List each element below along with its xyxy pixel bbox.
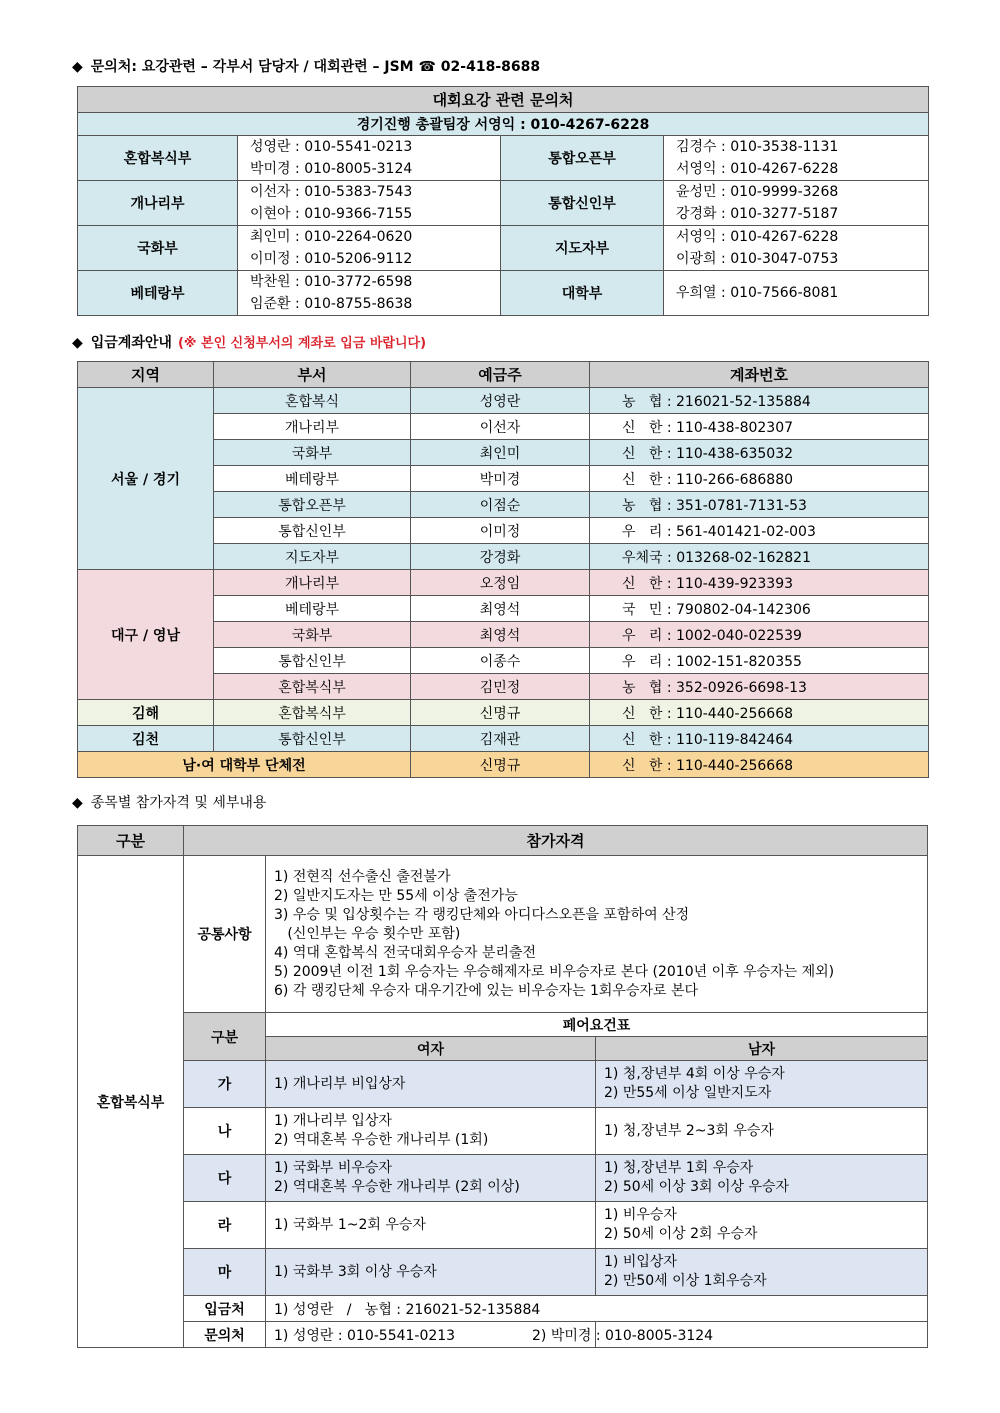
dept-name: 지도자부 <box>501 226 664 271</box>
inquiry-line: 문의처: 요강관련 – 각부서 담당자 / 대회관련 – JSM ☎ 02-418-8688 <box>90 59 541 75</box>
contact-entry: 윤성민 : 010-9999-3268 <box>676 184 839 200</box>
grade-label: 마 <box>184 1249 266 1296</box>
diamond-bullet-icon: ◆ <box>72 59 83 75</box>
requirement-line: 1) 국화부 3회 이상 우승자 <box>274 1263 437 1280</box>
account-cell: 신 한 : 110-438-802307 <box>590 414 929 440</box>
female-req <box>266 1249 596 1296</box>
grade-row <box>78 1155 928 1202</box>
contact-entry: 서영익 : 010-4267-6228 <box>676 161 839 177</box>
contact-entry: 이광희 : 010-3047-0753 <box>676 251 839 267</box>
dept-cell: 혼합복식 <box>214 388 411 414</box>
common-item: 1) 전현직 선수출신 출전불가 <box>274 868 451 885</box>
dept-name: 개나리부 <box>78 181 238 226</box>
requirement-line: 2) 만50세 이상 1회우승자 <box>604 1273 767 1289</box>
requirement-line: 1) 청,장년부 4회 이상 우승자 <box>604 1066 785 1082</box>
dept-name: 통합오픈부 <box>501 136 664 181</box>
dept-cell: 통합오픈부 <box>214 492 411 518</box>
contact-entry: 박찬원 : 010-3772-6598 <box>250 274 413 290</box>
grade-label: 다 <box>184 1155 266 1202</box>
table-row <box>78 388 929 414</box>
contact-value-2 <box>532 1322 928 1348</box>
female-req <box>266 1108 596 1155</box>
col-header-region: 지역 <box>78 362 214 388</box>
female-header: 여자 <box>266 1037 596 1061</box>
male-req <box>596 1202 928 1249</box>
female-req <box>266 1155 596 1202</box>
dept-contacts <box>238 271 501 316</box>
male-req <box>596 1249 928 1296</box>
requirement-line: 2) 역대혼복 우승한 개나리부 (2회 이상) <box>274 1179 520 1195</box>
dept-cell: 지도자부 <box>214 544 411 570</box>
dept-cell: 통합신인부 <box>214 518 411 544</box>
contact-entry: 박미경 : 010-8005-3124 <box>250 161 413 177</box>
account-cell: 농 협 : 352-0926-6698-13 <box>590 674 929 700</box>
contacts-table <box>77 86 929 316</box>
dept-name: 혼합복식부 <box>78 136 238 181</box>
deposit-value: 1) 성영란 / 농협 : 216021-52-135884 <box>266 1296 928 1322</box>
col-header-account: 계좌번호 <box>590 362 929 388</box>
region-name: 서울 / 경기 <box>78 388 214 570</box>
dept-cell: 개나리부 <box>214 570 411 596</box>
grade-row <box>78 1061 928 1108</box>
holder-cell: 오정임 <box>411 570 590 596</box>
deposit-table <box>77 361 929 778</box>
requirement-line: 2) 50세 이상 3회 이상 우승자 <box>604 1179 790 1195</box>
table-row <box>78 700 929 726</box>
account-cell: 신 한 : 110-438-635032 <box>590 440 929 466</box>
grade-row <box>78 1249 928 1296</box>
common-item: 2) 일반지도자는 만 55세 이상 출전가능 <box>274 887 518 904</box>
inquiry-heading <box>72 56 540 76</box>
requirement-line: 1) 청,장년부 2~3회 우승자 <box>604 1122 774 1139</box>
dept-cell: 통합신인부 <box>214 726 411 752</box>
requirement-line: 2) 만55세 이상 일반지도자 <box>604 1085 772 1101</box>
common-items <box>266 856 928 1013</box>
table-row <box>78 570 929 596</box>
dept-cell: 혼합복식부 <box>214 700 411 726</box>
contact-value-1: 1) 성영란 : 010-5541-0213 <box>266 1322 596 1348</box>
deposit-label: 입금처 <box>184 1296 266 1322</box>
holder-cell: 이점순 <box>411 492 590 518</box>
dept-cell: 국화부 <box>214 440 411 466</box>
common-item: 6) 각 랭킹단체 우승자 대우기간에 있는 비우승자는 1회우승자로 본다 <box>274 982 699 999</box>
col-header-dept: 부서 <box>214 362 411 388</box>
dept-contacts <box>664 226 929 271</box>
contact-entry: 이미정 : 010-5206-9112 <box>250 251 413 267</box>
contact-entry: 우희열 : 010-7566-8081 <box>676 285 839 301</box>
grade-label: 라 <box>184 1202 266 1249</box>
requirement-line: 1) 비우승자 <box>604 1207 677 1223</box>
dept-contacts <box>664 271 929 316</box>
account-cell: 신 한 : 110-440-256668 <box>590 752 929 778</box>
contact-entry: 이선자 : 010-5383-7543 <box>250 184 413 200</box>
dept-name: 통합신인부 <box>501 181 664 226</box>
common-label: 공통사항 <box>184 856 266 1013</box>
account-cell: 농 협 : 216021-52-135884 <box>590 388 929 414</box>
holder-cell: 이선자 <box>411 414 590 440</box>
holder-cell: 성영란 <box>411 388 590 414</box>
grade-label: 가 <box>184 1061 266 1108</box>
account-cell: 우 리 : 1002-040-022539 <box>590 622 929 648</box>
dept-cell: 베테랑부 <box>214 596 411 622</box>
division-name: 혼합복식부 <box>78 856 184 1348</box>
holder-cell: 최영석 <box>411 596 590 622</box>
dept-contacts <box>664 181 929 226</box>
holder-cell: 이종수 <box>411 648 590 674</box>
dept-cell: 베테랑부 <box>214 466 411 492</box>
contact-value-2-text: 2) 박미경 : 010-8005-3124 <box>532 1327 714 1344</box>
dept-name: 베테랑부 <box>78 271 238 316</box>
requirement-line: 1) 국화부 1~2회 우승자 <box>274 1216 426 1233</box>
deposit-note: (※ 본인 신청부서의 계좌로 입금 바랍니다) <box>177 336 427 351</box>
grade-label: 나 <box>184 1108 266 1155</box>
male-req <box>596 1108 928 1155</box>
holder-cell: 김민정 <box>411 674 590 700</box>
male-req <box>596 1155 928 1202</box>
region-name: 김해 <box>78 700 214 726</box>
pair-requirements-header: 페어요건표 <box>266 1013 928 1037</box>
grade-row <box>78 1108 928 1155</box>
account-cell: 농 협 : 351-0781-7131-53 <box>590 492 929 518</box>
dept-contacts <box>664 136 929 181</box>
deposit-heading-text: 입금계좌안내 <box>90 335 172 351</box>
contacts-subtitle: 경기진행 총괄팀장 서영익 : 010-4267-6228 <box>78 113 929 136</box>
requirement-line: 2) 역대혼복 우승한 개나리부 (1회) <box>274 1132 489 1148</box>
eligibility-table <box>77 825 928 1348</box>
holder-cell: 최인미 <box>411 440 590 466</box>
common-item: (신인부는 우승 횟수만 포함) <box>274 925 461 942</box>
account-cell: 우 리 : 561-401421-02-003 <box>590 518 929 544</box>
account-cell: 신 한 : 110-266-686880 <box>590 466 929 492</box>
account-cell: 국 민 : 790802-04-142306 <box>590 596 929 622</box>
region-name: 김천 <box>78 726 214 752</box>
holder-cell: 이미정 <box>411 518 590 544</box>
holder-cell: 김재관 <box>411 726 590 752</box>
diamond-bullet-icon: ◆ <box>72 795 83 811</box>
male-header: 남자 <box>596 1037 928 1061</box>
requirement-line: 1) 개나리부 비입상자 <box>274 1075 406 1092</box>
account-cell: 신 한 : 110-439-923393 <box>590 570 929 596</box>
requirement-line: 1) 비입상자 <box>604 1254 677 1270</box>
dept-contacts <box>238 181 501 226</box>
holder-cell: 신명규 <box>411 700 590 726</box>
contact-entry: 최인미 : 010-2264-0620 <box>250 229 413 245</box>
region-name: 대구 / 영남 <box>78 570 214 700</box>
dept-cell: 통합신인부 <box>214 648 411 674</box>
contact-label: 문의처 <box>184 1322 266 1348</box>
common-item: 3) 우승 및 입상횟수는 각 랭킹단체와 아디다스오픈을 포함하여 산정 <box>274 906 690 923</box>
account-cell: 우체국 : 013268-02-162821 <box>590 544 929 570</box>
requirement-line: 1) 청,장년부 1회 우승자 <box>604 1160 754 1176</box>
holder-cell: 박미경 <box>411 466 590 492</box>
contact-entry: 서영익 : 010-4267-6228 <box>676 229 839 245</box>
dept-cell: 혼합복식부 <box>214 674 411 700</box>
contact-entry: 이현아 : 010-9366-7155 <box>250 206 413 222</box>
female-req <box>266 1061 596 1108</box>
university-label: 남·여 대학부 단체전 <box>78 752 411 778</box>
account-cell: 우 리 : 1002-151-820355 <box>590 648 929 674</box>
contact-entry: 성영란 : 010-5541-0213 <box>250 139 413 155</box>
male-req <box>596 1061 928 1108</box>
contacts-title: 대회요강 관련 문의처 <box>78 87 929 113</box>
deposit-heading <box>72 332 426 352</box>
sub-category-label: 구분 <box>184 1013 266 1061</box>
account-cell: 신 한 : 110-119-842464 <box>590 726 929 752</box>
col-header-eligibility: 참가자격 <box>184 826 928 856</box>
contact-entry: 강경화 : 010-3277-5187 <box>676 206 839 222</box>
dept-contacts <box>238 136 501 181</box>
diamond-bullet-icon: ◆ <box>72 335 83 351</box>
dept-cell: 국화부 <box>214 622 411 648</box>
requirement-line: 2) 50세 이상 2회 우승자 <box>604 1226 758 1242</box>
holder-cell: 최영석 <box>411 622 590 648</box>
table-row <box>78 752 929 778</box>
common-item: 5) 2009년 이전 1회 우승자는 우승해제자로 비우승자로 본다 (2010년 이후 우승자는 제외) <box>274 963 835 980</box>
dept-name: 국화부 <box>78 226 238 271</box>
common-item: 4) 역대 혼합복식 전국대회우승자 분리출전 <box>274 944 537 961</box>
requirement-line: 1) 개나리부 입상자 <box>274 1113 392 1129</box>
dept-contacts <box>238 226 501 271</box>
dept-name: 대학부 <box>501 271 664 316</box>
holder-cell: 강경화 <box>411 544 590 570</box>
contact-entry: 김경수 : 010-3538-1131 <box>676 139 839 155</box>
eligibility-heading <box>72 792 266 812</box>
col-header-category: 구분 <box>78 826 184 856</box>
requirement-line: 1) 국화부 비우승자 <box>274 1160 392 1176</box>
holder-cell: 신명규 <box>411 752 590 778</box>
account-cell: 신 한 : 110-440-256668 <box>590 700 929 726</box>
table-row <box>78 726 929 752</box>
grade-row <box>78 1202 928 1249</box>
dept-cell: 개나리부 <box>214 414 411 440</box>
col-header-holder: 예금주 <box>411 362 590 388</box>
eligibility-heading-text: 종목별 참가자격 및 세부내용 <box>90 795 267 811</box>
female-req <box>266 1202 596 1249</box>
contact-entry: 임준환 : 010-8755-8638 <box>250 296 413 312</box>
